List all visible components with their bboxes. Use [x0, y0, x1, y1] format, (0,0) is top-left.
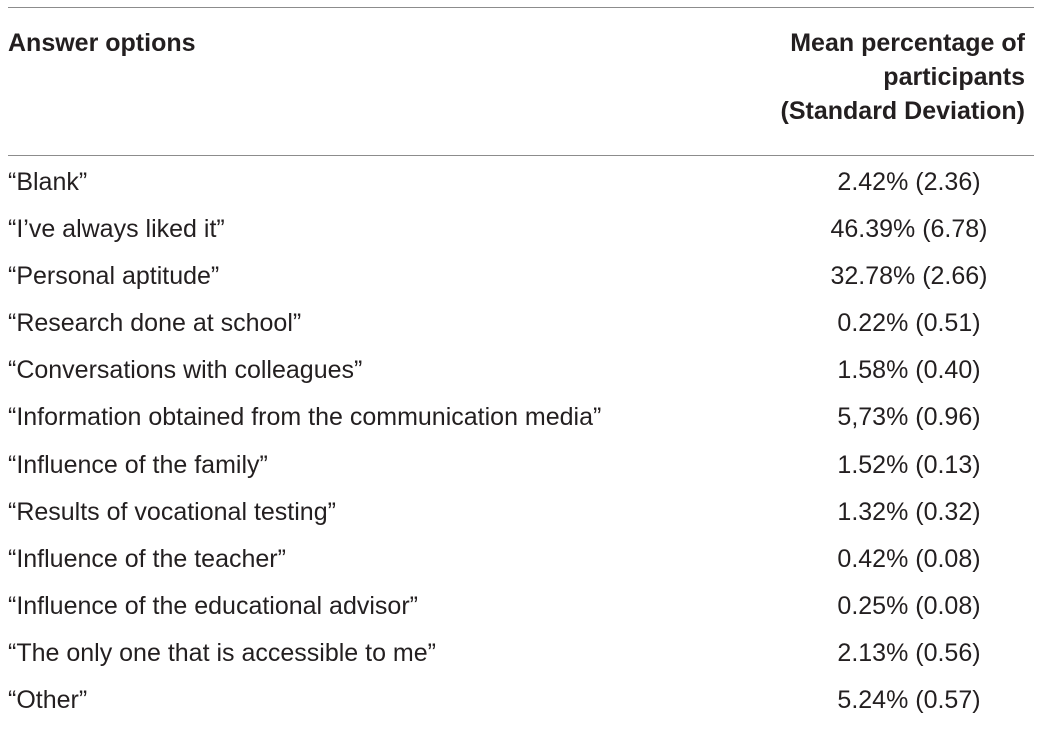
column-header-line: (Standard Deviation) [780, 97, 1025, 125]
table-row [8, 638, 1034, 685]
table-row [8, 308, 1034, 355]
table-row [8, 450, 1034, 497]
answer-option-cell: “Other” [8, 686, 88, 715]
answer-option-cell: “Results of vocational testing” [8, 497, 336, 526]
table-body [8, 167, 1034, 732]
mean-percentage-cell: 5,73% (0.96) [837, 403, 981, 432]
answer-option-cell: “Information obtained from the communication media” [8, 403, 602, 432]
table-row [8, 685, 1034, 732]
mean-percentage-cell: 5.24% (0.57) [837, 686, 981, 715]
table-row [8, 355, 1034, 402]
column-header-line: Mean percentage of [790, 29, 1025, 57]
table-row [8, 591, 1034, 638]
column-header-line: participants [883, 63, 1025, 91]
answer-option-cell: “Blank” [8, 168, 88, 196]
mean-percentage-cell: 0.25% (0.08) [837, 591, 981, 620]
header-divider-rule [8, 155, 1034, 156]
answer-option-cell: “Influence of the educational advisor” [8, 591, 418, 620]
answer-option-cell: “Conversations with colleagues” [8, 356, 363, 385]
answer-option-cell: “Personal aptitude” [8, 262, 220, 291]
column-header-answer-options: Answer options [8, 29, 196, 57]
table-top-rule [8, 7, 1034, 8]
table-row [8, 214, 1034, 261]
mean-percentage-cell: 2.42% (2.36) [837, 168, 981, 196]
table-row [8, 402, 1034, 449]
mean-percentage-cell: 1.58% (0.40) [837, 356, 981, 385]
mean-percentage-cell: 2.13% (0.56) [837, 638, 981, 667]
mean-percentage-cell: 1.52% (0.13) [837, 450, 981, 479]
mean-percentage-cell: 1.32% (0.32) [837, 497, 981, 526]
mean-percentage-cell: 46.39% (6.78) [830, 215, 988, 244]
table-row [8, 261, 1034, 308]
column-header-mean-percentage [685, 26, 1025, 128]
table-row [8, 544, 1034, 591]
answer-option-cell: “The only one that is accessible to me” [8, 638, 436, 667]
mean-percentage-cell: 32.78% (2.66) [830, 262, 988, 291]
mean-percentage-cell: 0.22% (0.51) [837, 309, 981, 338]
answer-option-cell: “I’ve always liked it” [8, 215, 225, 244]
mean-percentage-cell: 0.42% (0.08) [837, 544, 981, 573]
answer-option-cell: “Influence of the family” [8, 450, 268, 479]
answer-option-cell: “Research done at school” [8, 309, 302, 338]
table-row [8, 497, 1034, 544]
answer-option-cell: “Influence of the teacher” [8, 544, 286, 573]
table-row [8, 167, 1034, 214]
